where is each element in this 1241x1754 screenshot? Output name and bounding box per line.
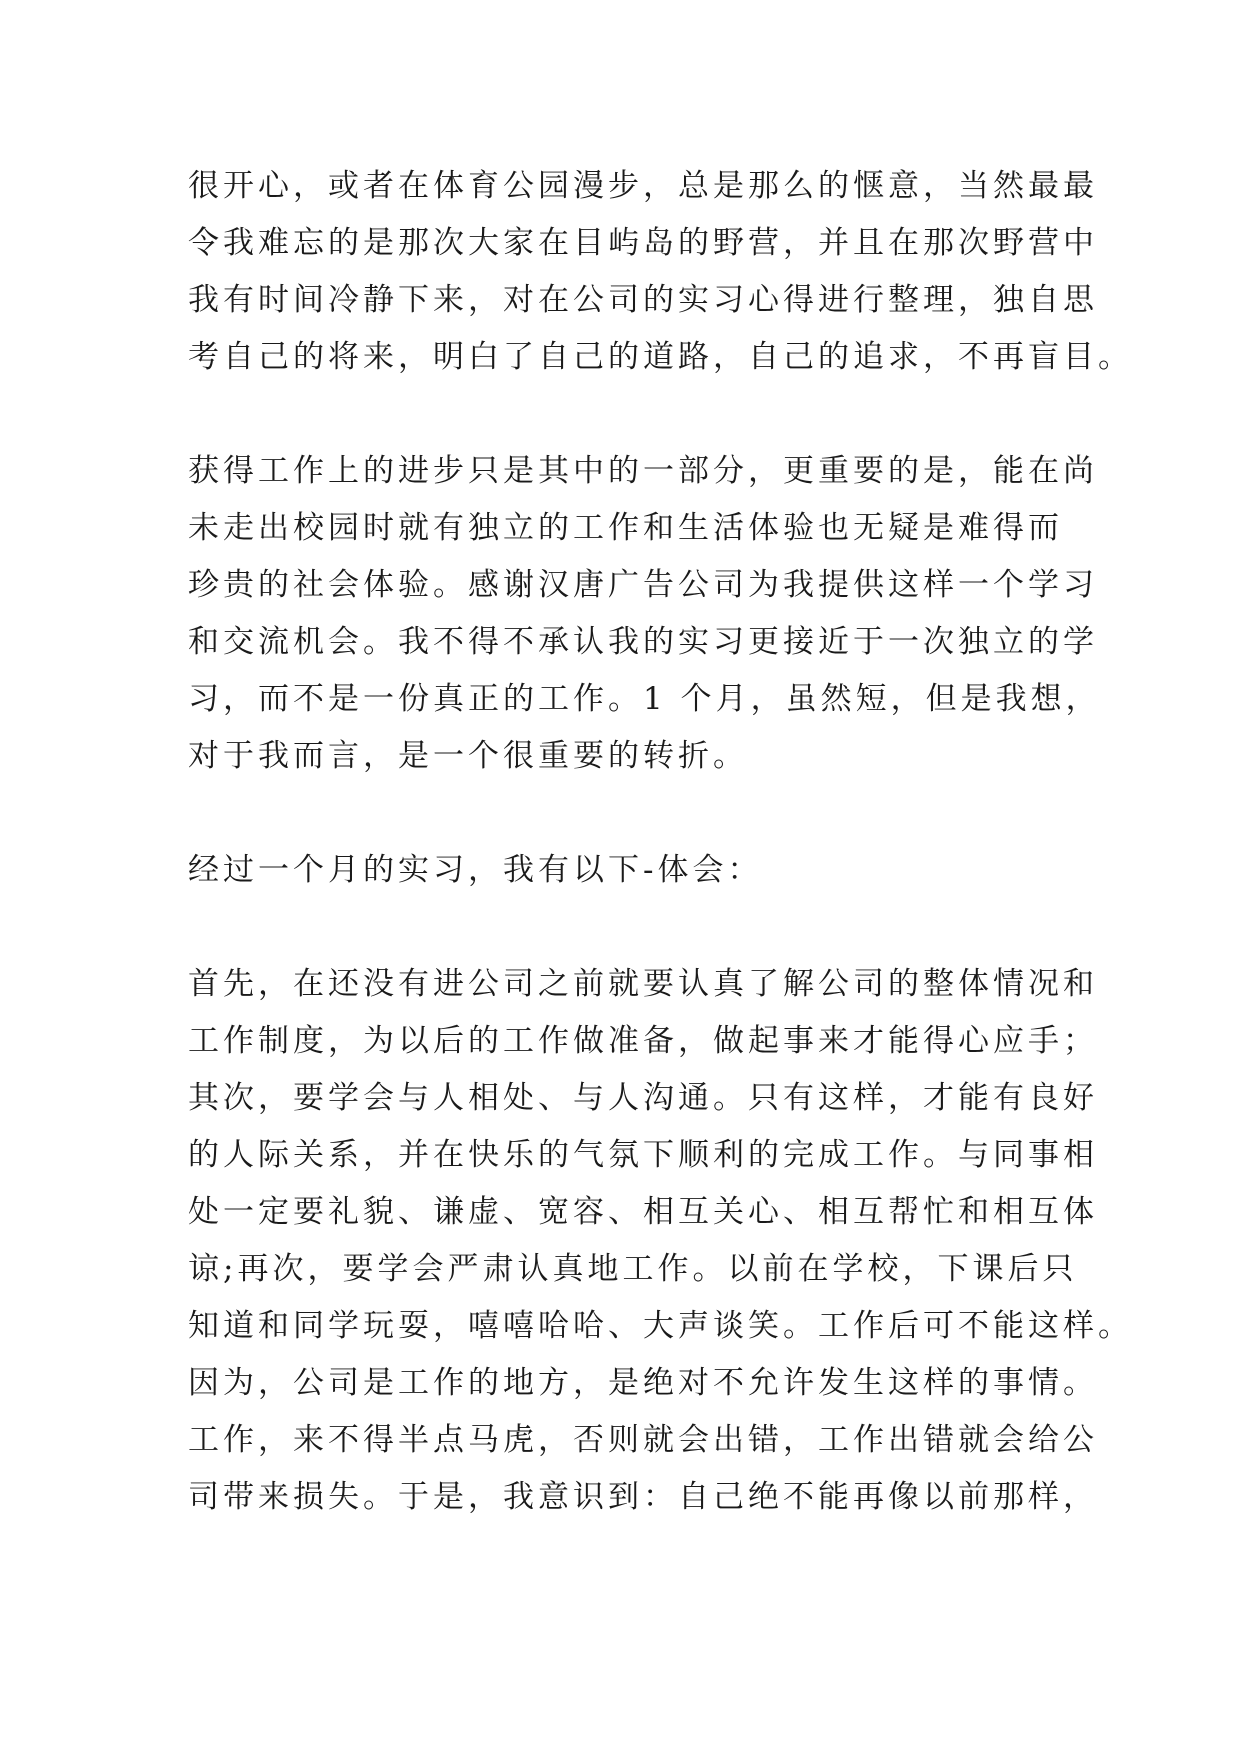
text-line: 和交流机会。我不得不承认我的实习更接近于一次独立的学: [188, 624, 1098, 660]
text-line: 珍贵的社会体验。感谢汉唐广告公司为我提供这样一个学习: [188, 567, 1098, 603]
text-line: 首先，在还没有进公司之前就要认真了解公司的整体情况和: [188, 966, 1098, 1002]
text-line: 知道和同学玩耍，嘻嘻哈哈、大声谈笑。工作后可不能这样。: [188, 1308, 1133, 1344]
paragraph-2: [188, 443, 1101, 785]
text-line: 处一定要礼貌、谦虚、宽容、相互关心、相互帮忙和相互体: [188, 1194, 1098, 1230]
text-line: 其次，要学会与人相处、与人沟通。只有这样，才能有良好: [188, 1080, 1098, 1116]
paragraph-3: [188, 842, 1088, 899]
text-line: 工作，来不得半点马虎，否则就会出错，工作出错就会给公: [188, 1422, 1098, 1458]
paragraph-spacer: [188, 785, 1088, 842]
text-line: 考自己的将来，明白了自己的道路，自己的追求，不再盲目。: [188, 339, 1133, 375]
text-line: 谅;再次，要学会严肃认真地工作。以前在学校，下课后只: [188, 1251, 1078, 1287]
text-line: 很开心，或者在体育公园漫步，总是那么的惬意，当然最最: [188, 168, 1098, 204]
text-line: 令我难忘的是那次大家在目屿岛的野营，并且在那次野营中: [188, 225, 1098, 261]
text-line: 经过一个月的实习，我有以下-体会：: [188, 852, 763, 888]
paragraph-1: [188, 158, 1133, 386]
paragraph-spacer: [188, 899, 1088, 956]
text-line: 我有时间冷静下来，对在公司的实习心得进行整理，独自思: [188, 282, 1098, 318]
text-line: 习，而不是一份真正的工作。1 个月，虽然短，但是我想，: [188, 681, 1101, 717]
paragraph-spacer: [188, 386, 1088, 443]
text-line: 未走出校园时就有独立的工作和生活体验也无疑是难得而: [188, 510, 1063, 546]
text-line: 获得工作上的进步只是其中的一部分，更重要的是，能在尚: [188, 453, 1098, 489]
text-line: 的人际关系，并在快乐的气氛下顺利的完成工作。与同事相: [188, 1137, 1098, 1173]
text-line: 工作制度，为以后的工作做准备，做起事来才能得心应手；: [188, 1023, 1098, 1059]
document-body: [188, 158, 1133, 1526]
text-line: 司带来损失。于是，我意识到：自己绝不能再像以前那样，: [188, 1479, 1098, 1515]
text-line: 因为，公司是工作的地方，是绝对不允许发生这样的事情。: [188, 1365, 1098, 1401]
text-line: 对于我而言，是一个很重要的转折。: [188, 738, 748, 774]
paragraph-4: [188, 956, 1133, 1526]
